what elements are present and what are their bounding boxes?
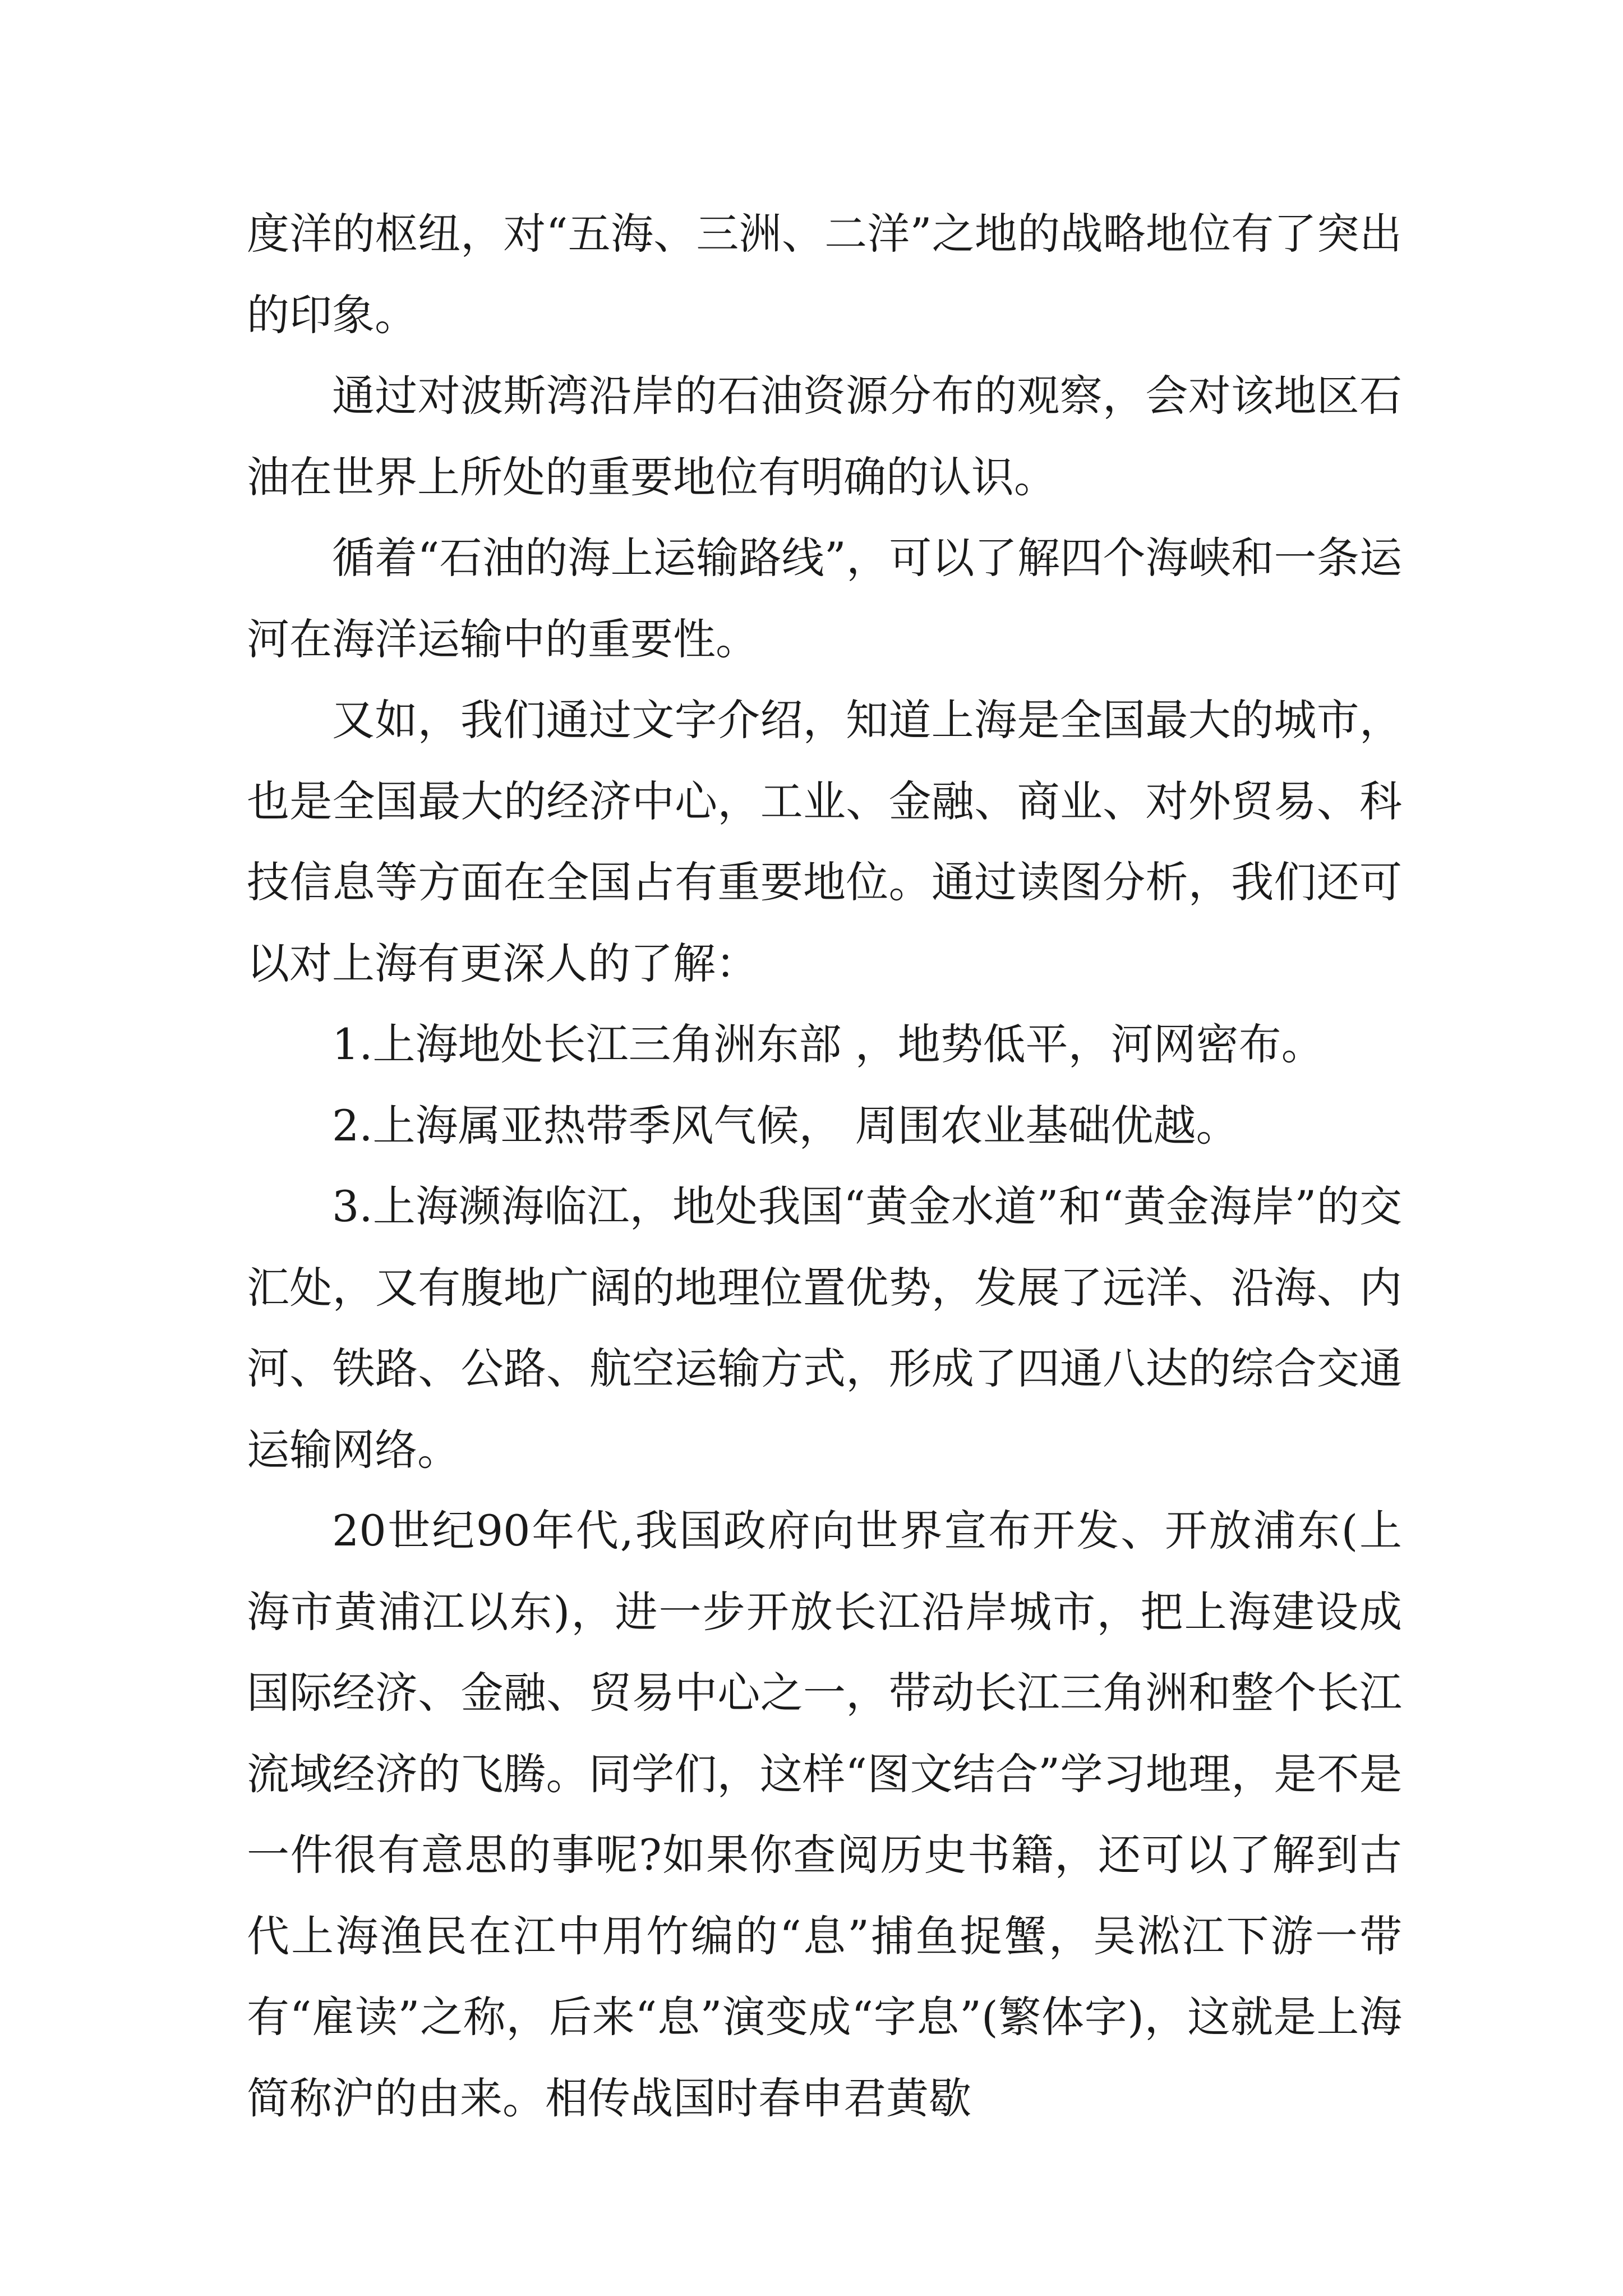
paragraph-shanghai-intro: 又如，我们通过文字介绍，知道上海是全国最大的城市，也是全国最大的经济中心，工业、金融、商业、对外贸易、科技信息等方面在全国占有重要地位。通过读图分析，我们还可以对上海有更深人的了解：	[247, 695, 1402, 988]
list-item-1: 1.上海地处长江三角洲东部 ，地势低平，河网密布。	[332, 1019, 1324, 1069]
paragraph-persian-gulf-oil: 通过对波斯湾沿岸的石油资源分布的观察，会对该地区石油在世界上所处的重要地位有明确的认识。	[247, 371, 1402, 502]
list-item-2: 2.上海属亚热带季风气候， 周围农业基础优越。	[332, 1100, 1239, 1151]
list-item-3: 3.上海濒海临江，地处我国“黄金水道”和“黄金海岸”的交汇处，又有腹地广阔的地理位置优势，发展了远洋、沿海、内河、铁路、公路、航空运输方式，形成了四通八达的综合交通运输网络。	[247, 1181, 1402, 1475]
paragraph-continuation: 度洋的枢纽，对“五海、三洲、二洋”之地的战略地位有了突出的印象。	[247, 209, 1402, 340]
paragraph-pudong-development: 20世纪90年代,我国政府向世界宣布开发、开放浦东(上海市黄浦江以东)，进一步开放长江沿岸城市，把上海建设成国际经济、金融、贸易中心之一，带动长江三角洲和整个长江流域经济的飞腾。同学们，这样“图文结合”学习地理，是不是一件很有意思的事呢?如果你查阅历史书籍，还可以了解到古代上海渔民在江中用竹编的“息”捕鱼捉蟹，吴淞江下游一带有“雇读”之称，后来“息”演变成“字息”(繁体字)，这就是上海简称沪的由来。相传战国时春申君黄歇	[247, 1506, 1402, 2123]
document-body	[247, 194, 1402, 2139]
paragraph-oil-shipping-route: 循着“石油的海上运输路线”，可以了解四个海峡和一条运河在海洋运输中的重要性。	[247, 533, 1402, 664]
